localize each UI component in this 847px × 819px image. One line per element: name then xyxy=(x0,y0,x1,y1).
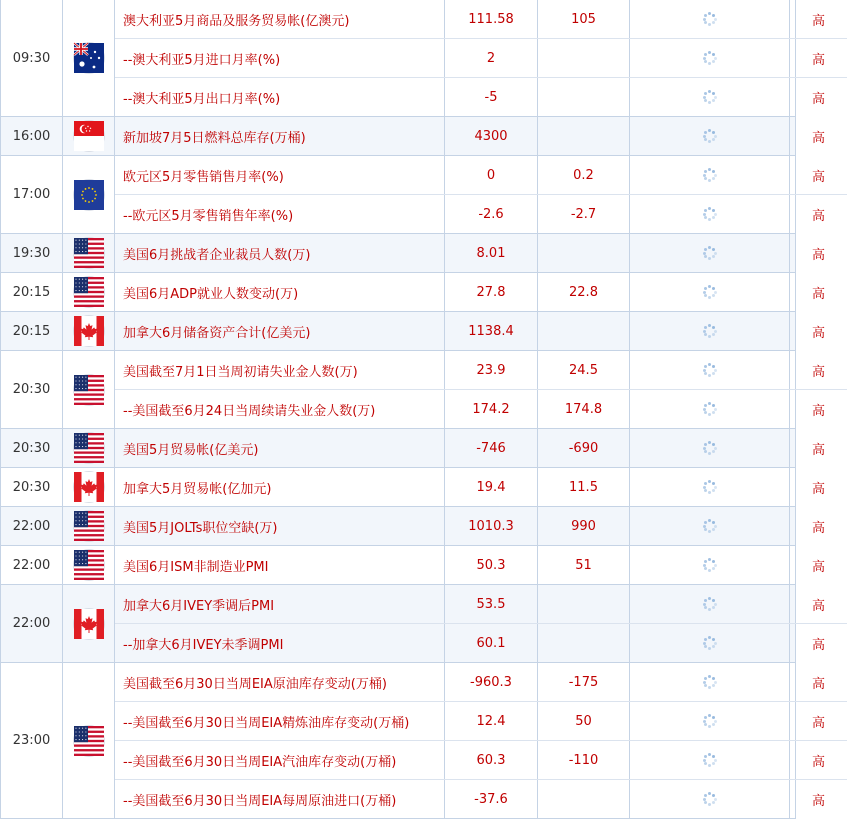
previous-value: 60.3 xyxy=(445,741,538,779)
forecast-value: 990 xyxy=(538,507,630,545)
actual-value-cell xyxy=(630,351,790,389)
table-row[interactable] xyxy=(115,468,847,506)
previous-value: 0 xyxy=(445,156,538,194)
forecast-value: -175 xyxy=(538,663,630,701)
event-time: 20:30 xyxy=(1,429,63,467)
event-rows xyxy=(115,351,847,428)
table-row[interactable] xyxy=(115,156,847,195)
forecast-value xyxy=(538,312,630,350)
us-flag xyxy=(74,238,104,268)
event-name[interactable]: 加拿大5月贸易帐(亿加元) xyxy=(115,468,445,506)
actual-value-cell xyxy=(630,39,790,77)
forecast-value: 51 xyxy=(538,546,630,584)
forecast-value: 50 xyxy=(538,702,630,740)
previous-value: -37.6 xyxy=(445,780,538,818)
event-rows xyxy=(115,585,847,662)
event-rows xyxy=(115,117,847,155)
event-rows xyxy=(115,663,847,818)
table-row[interactable] xyxy=(115,117,847,155)
event-name[interactable]: 美国6月ADP就业人数变动(万) xyxy=(115,273,445,311)
table-row[interactable] xyxy=(115,780,847,818)
event-name[interactable]: 欧元区5月零售销售月率(%) xyxy=(115,156,445,194)
loading-spinner-icon xyxy=(703,402,717,416)
country-flag-cell xyxy=(63,507,115,545)
table-row[interactable] xyxy=(115,624,847,662)
importance-level: 高 xyxy=(811,169,825,185)
previous-value: 19.4 xyxy=(445,468,538,506)
table-row[interactable] xyxy=(115,39,847,78)
event-time: 16:00 xyxy=(1,117,63,155)
event-group xyxy=(1,546,825,585)
forecast-value: 11.5 xyxy=(538,468,630,506)
previous-value: 174.2 xyxy=(445,390,538,428)
table-row[interactable] xyxy=(115,78,847,116)
forecast-value xyxy=(538,624,630,662)
event-name[interactable]: 美国6月挑战者企业裁员人数(万) xyxy=(115,234,445,272)
event-name[interactable]: --欧元区5月零售销售年率(%) xyxy=(115,195,445,233)
actual-value-cell xyxy=(630,780,790,818)
forecast-value xyxy=(538,585,630,623)
event-time: 22:00 xyxy=(1,585,63,662)
importance-level: 高 xyxy=(811,13,825,29)
event-time: 17:00 xyxy=(1,156,63,233)
event-group xyxy=(1,312,825,351)
event-group xyxy=(1,156,825,234)
previous-value: 23.9 xyxy=(445,351,538,389)
event-time: 22:00 xyxy=(1,507,63,545)
country-flag-cell xyxy=(63,273,115,311)
loading-spinner-icon xyxy=(703,714,717,728)
eu-flag xyxy=(74,180,104,210)
loading-spinner-icon xyxy=(703,558,717,572)
importance-level: 高 xyxy=(811,364,825,380)
actual-value-cell xyxy=(630,507,790,545)
importance-level: 高 xyxy=(811,208,825,224)
table-row[interactable] xyxy=(115,663,847,702)
event-rows xyxy=(115,468,847,506)
event-group xyxy=(1,507,825,546)
actual-value-cell xyxy=(630,390,790,428)
previous-value: 2 xyxy=(445,39,538,77)
loading-spinner-icon xyxy=(703,441,717,455)
event-group xyxy=(1,351,825,429)
event-group xyxy=(1,117,825,156)
actual-value-cell xyxy=(630,468,790,506)
canada-flag xyxy=(74,609,104,639)
previous-value: -2.6 xyxy=(445,195,538,233)
previous-value: -960.3 xyxy=(445,663,538,701)
event-name[interactable]: 美国截至6月30日当周EIA原油库存变动(万桶) xyxy=(115,663,445,701)
actual-value-cell xyxy=(630,741,790,779)
actual-value-cell xyxy=(630,663,790,701)
event-name[interactable]: 美国5月JOLTs职位空缺(万) xyxy=(115,507,445,545)
country-flag-cell xyxy=(63,663,115,818)
us-flag xyxy=(74,511,104,541)
loading-spinner-icon xyxy=(703,519,717,533)
actual-value-cell xyxy=(630,156,790,194)
event-group xyxy=(1,429,825,468)
australia-flag xyxy=(74,43,104,73)
country-flag-cell xyxy=(63,234,115,272)
event-name[interactable]: 美国5月贸易帐(亿美元) xyxy=(115,429,445,467)
loading-spinner-icon xyxy=(703,636,717,650)
canada-flag xyxy=(74,472,104,502)
event-name[interactable]: --美国截至6月24日当周续请失业金人数(万) xyxy=(115,390,445,428)
loading-spinner-icon xyxy=(703,129,717,143)
event-group xyxy=(1,234,825,273)
loading-spinner-icon xyxy=(703,324,717,338)
loading-spinner-icon xyxy=(703,675,717,689)
forecast-value: 24.5 xyxy=(538,351,630,389)
loading-spinner-icon xyxy=(703,363,717,377)
importance-level: 高 xyxy=(811,286,825,302)
actual-value-cell xyxy=(630,117,790,155)
actual-value-cell xyxy=(630,78,790,116)
loading-spinner-icon xyxy=(703,90,717,104)
importance-level: 高 xyxy=(811,403,825,419)
event-name[interactable]: 澳大利亚5月商品及服务贸易帐(亿澳元) xyxy=(115,0,445,38)
forecast-value: 0.2 xyxy=(538,156,630,194)
forecast-value: -110 xyxy=(538,741,630,779)
event-rows xyxy=(115,234,847,272)
event-group xyxy=(1,0,825,117)
event-time: 19:30 xyxy=(1,234,63,272)
actual-value-cell xyxy=(630,195,790,233)
event-group xyxy=(1,585,825,663)
loading-spinner-icon xyxy=(703,597,717,611)
actual-value-cell xyxy=(630,429,790,467)
loading-spinner-icon xyxy=(703,480,717,494)
actual-value-cell xyxy=(630,273,790,311)
event-time: 20:30 xyxy=(1,468,63,506)
previous-value: 4300 xyxy=(445,117,538,155)
event-group xyxy=(1,273,825,312)
forecast-value: -690 xyxy=(538,429,630,467)
event-time: 20:15 xyxy=(1,273,63,311)
actual-value-cell xyxy=(630,312,790,350)
us-flag xyxy=(74,550,104,580)
importance-level: 高 xyxy=(811,130,825,146)
previous-value: -746 xyxy=(445,429,538,467)
table-row[interactable] xyxy=(115,273,847,311)
loading-spinner-icon xyxy=(703,246,717,260)
previous-value: 1010.3 xyxy=(445,507,538,545)
event-group xyxy=(1,663,825,819)
forecast-value: -2.7 xyxy=(538,195,630,233)
table-row[interactable] xyxy=(115,702,847,741)
event-name[interactable]: --美国截至6月30日当周EIA精炼油库存变动(万桶) xyxy=(115,702,445,740)
actual-value-cell xyxy=(630,585,790,623)
table-row[interactable] xyxy=(115,0,847,39)
country-flag-cell xyxy=(63,429,115,467)
table-row[interactable] xyxy=(115,390,847,428)
previous-value: 12.4 xyxy=(445,702,538,740)
table-row[interactable] xyxy=(115,195,847,233)
previous-value: 1138.4 xyxy=(445,312,538,350)
loading-spinner-icon xyxy=(703,207,717,221)
forecast-value xyxy=(538,39,630,77)
previous-value: 53.5 xyxy=(445,585,538,623)
event-time: 22:00 xyxy=(1,546,63,584)
country-flag-cell xyxy=(63,156,115,233)
forecast-value: 174.8 xyxy=(538,390,630,428)
actual-value-cell xyxy=(630,624,790,662)
event-time: 20:30 xyxy=(1,351,63,428)
event-time: 09:30 xyxy=(1,0,63,116)
event-rows xyxy=(115,156,847,233)
importance-level: 高 xyxy=(811,481,825,497)
forecast-value: 22.8 xyxy=(538,273,630,311)
loading-spinner-icon xyxy=(703,285,717,299)
event-rows xyxy=(115,273,847,311)
table-row[interactable] xyxy=(115,234,847,272)
event-name[interactable]: 加拿大6月IVEY季调后PMI xyxy=(115,585,445,623)
us-flag xyxy=(74,375,104,405)
country-flag-cell xyxy=(63,468,115,506)
importance-level: 高 xyxy=(811,52,825,68)
event-rows xyxy=(115,546,847,584)
event-name[interactable]: --美国截至6月30日当周EIA每周原油进口(万桶) xyxy=(115,780,445,818)
event-name[interactable]: --澳大利亚5月出口月率(%) xyxy=(115,78,445,116)
table-row[interactable] xyxy=(115,312,847,350)
country-flag-cell xyxy=(63,585,115,662)
table-row[interactable] xyxy=(115,546,847,584)
event-rows xyxy=(115,0,847,116)
table-row[interactable] xyxy=(115,351,847,390)
actual-value-cell xyxy=(630,546,790,584)
forecast-value xyxy=(538,780,630,818)
loading-spinner-icon xyxy=(703,12,717,26)
importance-level: 高 xyxy=(811,442,825,458)
previous-value: -5 xyxy=(445,78,538,116)
forecast-value xyxy=(538,117,630,155)
event-name[interactable]: 美国截至7月1日当周初请失业金人数(万) xyxy=(115,351,445,389)
event-time: 20:15 xyxy=(1,312,63,350)
previous-value: 111.58 xyxy=(445,0,538,38)
event-name[interactable]: 加拿大6月储备资产合计(亿美元) xyxy=(115,312,445,350)
us-flag xyxy=(74,433,104,463)
forecast-value xyxy=(538,78,630,116)
us-flag xyxy=(74,726,104,756)
importance-level: 高 xyxy=(811,793,825,809)
importance-level: 高 xyxy=(811,598,825,614)
loading-spinner-icon xyxy=(703,168,717,182)
previous-value: 60.1 xyxy=(445,624,538,662)
event-time: 23:00 xyxy=(1,663,63,818)
importance-level: 高 xyxy=(811,520,825,536)
table-row[interactable] xyxy=(115,429,847,467)
previous-value: 8.01 xyxy=(445,234,538,272)
table-row[interactable] xyxy=(115,741,847,780)
event-name[interactable]: 新加坡7月5日燃料总库存(万桶) xyxy=(115,117,445,155)
event-rows xyxy=(115,429,847,467)
importance-level: 高 xyxy=(811,676,825,692)
previous-value: 50.3 xyxy=(445,546,538,584)
actual-value-cell xyxy=(630,234,790,272)
singapore-flag xyxy=(74,121,104,151)
actual-value-cell xyxy=(630,702,790,740)
us-flag xyxy=(74,277,104,307)
importance-level: 高 xyxy=(811,637,825,653)
actual-value-cell xyxy=(630,0,790,38)
loading-spinner-icon xyxy=(703,792,717,806)
event-rows xyxy=(115,312,847,350)
importance-level: 高 xyxy=(811,754,825,770)
country-flag-cell xyxy=(63,312,115,350)
country-flag-cell xyxy=(63,546,115,584)
event-name[interactable]: 美国6月ISM非制造业PMI xyxy=(115,546,445,584)
forecast-value xyxy=(538,234,630,272)
importance-level: 高 xyxy=(811,247,825,263)
event-group xyxy=(1,468,825,507)
event-name[interactable]: --澳大利亚5月进口月率(%) xyxy=(115,39,445,77)
forecast-value: 105 xyxy=(538,0,630,38)
loading-spinner-icon xyxy=(703,51,717,65)
table-row[interactable] xyxy=(115,507,847,545)
importance-level: 高 xyxy=(811,559,825,575)
canada-flag xyxy=(74,316,104,346)
table-row[interactable] xyxy=(115,585,847,624)
event-name[interactable]: --加拿大6月IVEY未季调PMI xyxy=(115,624,445,662)
previous-value: 27.8 xyxy=(445,273,538,311)
importance-level: 高 xyxy=(811,91,825,107)
loading-spinner-icon xyxy=(703,753,717,767)
country-flag-cell xyxy=(63,117,115,155)
importance-level: 高 xyxy=(811,715,825,731)
importance-level: 高 xyxy=(811,325,825,341)
country-flag-cell xyxy=(63,0,115,116)
event-name[interactable]: --美国截至6月30日当周EIA汽油库存变动(万桶) xyxy=(115,741,445,779)
event-rows xyxy=(115,507,847,545)
country-flag-cell xyxy=(63,351,115,428)
